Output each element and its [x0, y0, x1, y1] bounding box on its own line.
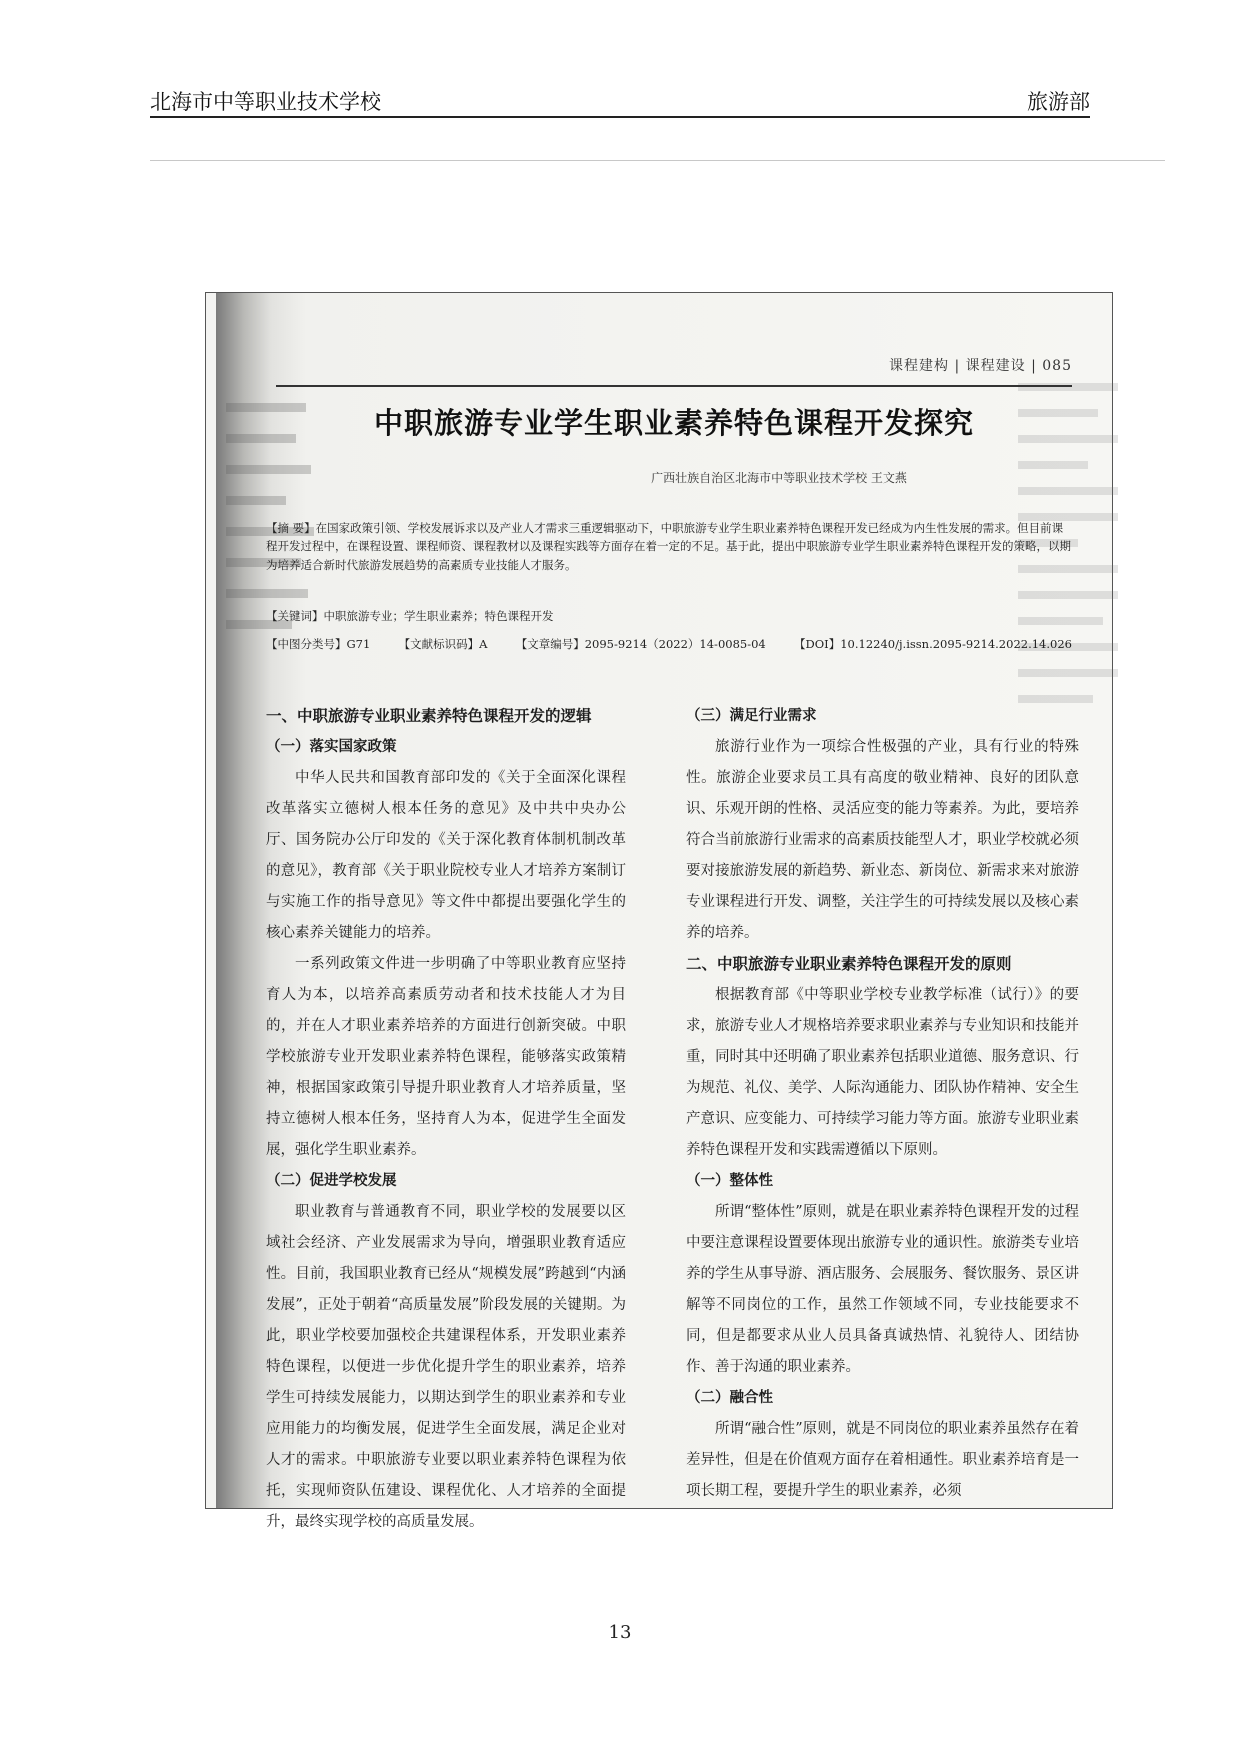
paragraph: 中华人民共和国教育部印发的《关于全面深化课程改革落实立德树人根本任务的意见》及中共中央办公厅、国务院办公厅印发的《关于深化教育体制机制改革的意见》，教育部《关于职业院校专业人才培养方案制订与实施工作的指导意见》等文件中都提出要强化学生的核心素养关键能力的培养。: [266, 770, 626, 941]
subsection-heading: （一）落实国家政策: [266, 739, 397, 755]
article-author: 广西壮族自治区北海市中等职业技术学校 王文燕: [651, 471, 907, 485]
scan-paper: [216, 293, 1112, 1530]
journal-running-header: 课程建构 | 课程建设 | 085: [889, 358, 1072, 374]
document-code: 【文献标识码】A: [398, 637, 488, 651]
paragraph: 根据教育部《中等职业学校专业教学标准（试行）》的要求，旅游专业人才规格培养要求职业素养与专业知识和技能并重，同时其中还明确了职业素养包括职业道德、服务意识、行为规范、礼仪、美学、人际沟通能力、团队协作精神、安全生产意识、应变能力、可持续学习能力等方面。旅游专业职业素养特色课程开发和实践需遵循以下原则。: [686, 987, 1079, 1158]
class-number: 【中图分类号】G71: [266, 637, 371, 651]
section-heading-1: 一、中职旅游专业职业素养特色课程开发的逻辑: [266, 707, 592, 725]
page-header: [150, 86, 1090, 116]
article-keywords: 【关键词】中职旅游专业；学生职业素养；特色课程开发: [266, 609, 554, 623]
doi: 【DOI】10.12240/j.issn.2095-9214.2022.14.026: [794, 637, 1072, 651]
paragraph: 职业教育与普通教育不同，职业学校的发展要以区域社会经济、产业发展需求为导向，增强职业教育适应性。目前，我国职业教育已经从“规模发展”跨越到“内涵发展”，正处于朝着“高质量发展”阶段发展的关键期。为此，职业学校要加强校企共建课程体系，开发职业素养特色课程，以便进一步优化提升学生的职业素养，培养学生可持续发展能力，以期达到学生的职业素养和专业应用能力的均衡发展，促进学生全面发展，满足企业对人才的需求。中职旅游专业要以职业素养特色课程为依托，实现师资队伍建设、课程优化、人才培养的全面提升，最终实现学校的高质量发展。: [266, 1204, 626, 1530]
right-column: [686, 701, 1079, 1507]
article-number: 【文章编号】2095-9214（2022）14-0085-04: [515, 637, 766, 651]
title-rule: [276, 385, 1072, 387]
paragraph: 旅游行业作为一项综合性极强的产业，具有行业的特殊性。旅游企业要求员工具有高度的敬业精神、良好的团队意识、乐观开朗的性格、灵活应变的能力等素养。为此，要培养符合当前旅游行业需求的高素质技能型人才，职业学校就必须要对接旅游发展的新趋势、新业态、新岗位、新需求来对旅游专业课程进行开发、调整，关注学生的可持续发展以及核心素养的培养。: [686, 739, 1079, 941]
header-department: 旅游部: [1027, 90, 1090, 114]
header-school-name: 北海市中等职业技术学校: [150, 90, 381, 114]
article-classification: [266, 635, 1072, 653]
subsection-heading: （二）促进学校发展: [266, 1173, 397, 1189]
paragraph: 一系列政策文件进一步明确了中等职业教育应坚持育人为本，以培养高素质劳动者和技术技能人才为目的，并在人才职业素养培养的方面进行创新突破。中职学校旅游专业开发职业素养特色课程，能够落实政策精神，根据国家政策引导提升职业教育人才培养质量，坚持立德树人根本任务，坚持育人为本，促进学生全面发展，强化学生职业素养。: [266, 956, 626, 1158]
article-title: 中职旅游专业学生职业素养特色课程开发探究: [373, 406, 974, 440]
scanned-article-image: [205, 292, 1113, 1530]
subsection-heading: （一）整体性: [686, 1173, 773, 1189]
header-subrule: [150, 160, 1165, 161]
section-heading-2: 二、中职旅游专业职业素养特色课程开发的原则: [686, 955, 1012, 973]
page-number: 13: [608, 1622, 632, 1643]
article-abstract: 【摘 要】在国家政策引领、学校发展诉求以及产业人才需求三重逻辑驱动下，中职旅游专业学生职业素养特色课程开发已经成为内生性发展的需求。但目前课程开发过程中，在课程设置、课程师资、课程教材以及课程实践等方面存在着一定的不足。基于此，提出中职旅游专业学生职业素养特色课程开发的策略，以期为培养适合新时代旅游发展趋势的高素质专业技能人才服务。: [266, 521, 1071, 572]
paragraph: 所谓“融合性”原则，就是不同岗位的职业素养虽然存在着差异性，但是在价值观方面存在着相通性。职业素养培育是一项长期工程，要提升学生的职业素养，必须: [686, 1421, 1079, 1499]
paragraph: 所谓“整体性”原则，就是在职业素养特色课程开发的过程中要注意课程设置要体现出旅游专业的通识性。旅游类专业培养的学生从事导游、酒店服务、会展服务、餐饮服务、景区讲解等不同岗位的工作，虽然工作领域不同，专业技能要求不同，但是都要求从业人员具备真诚热情、礼貌待人、团结协作、善于沟通的职业素养。: [686, 1204, 1079, 1375]
header-rule: [150, 116, 1090, 118]
subsection-heading: （二）融合性: [686, 1390, 773, 1406]
subsection-heading: （三）满足行业需求: [686, 708, 817, 724]
left-column: [266, 701, 626, 1538]
